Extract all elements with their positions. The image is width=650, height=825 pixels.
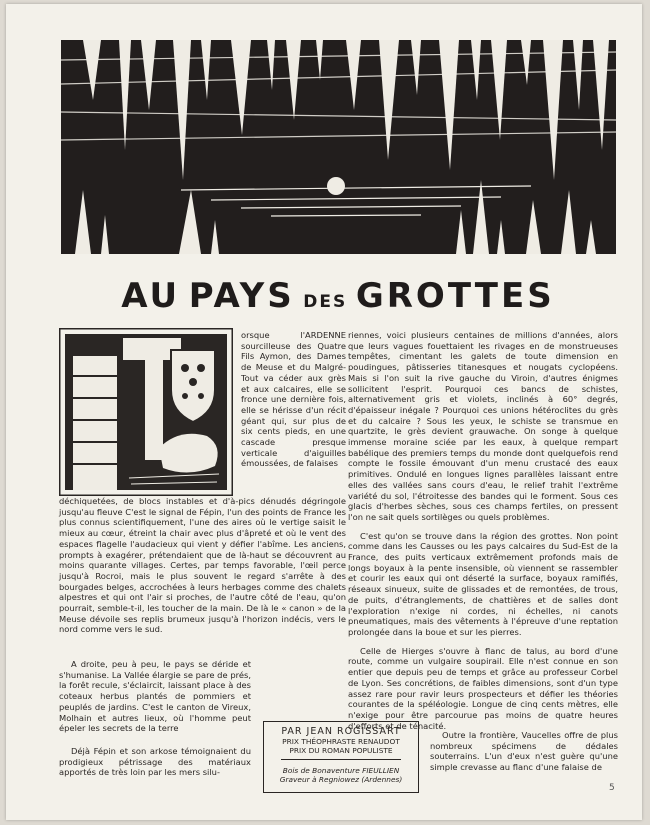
- magazine-page: [6, 4, 642, 820]
- stalactite-woodcut-banner: [61, 40, 616, 254]
- left-column-lower: [59, 659, 251, 734]
- title-word-2: PAYS: [188, 276, 295, 316]
- author-line: PAR JEAN ROGISSART: [281, 726, 401, 737]
- byline-divider: [281, 759, 401, 760]
- paragraph: Outre la frontière, Vaucelles offre de plus nombreux spécimens de dédales souterrains. L'un d'eux n'est guère qu'une simple crevasse au flanc d'une falaise de: [430, 730, 618, 773]
- paragraph: Déjà Fépin et son arkose témoignaient du prodigieux pétrissage des matériaux apportés de très loin par les mers silu-: [59, 746, 251, 778]
- left-column-top: [59, 496, 346, 635]
- byline-box: [263, 721, 419, 793]
- right-column: [348, 330, 618, 731]
- paragraph: A droite, peu à peu, le pays se déride et s'humanise. La Vallée élargie se pare de prés, la forêt recule, s'éclaircit, laissant place à des coteaux herbus plantés de pommiers et peuplés de jardins. C'est le canton de Vireux, Molhain et autres lieux, où l'homme peut épeler les secrets de la terre: [59, 659, 251, 734]
- left-column-bottom: [59, 746, 251, 778]
- illustrator-line: Bois de Bonaventure FIEULLIEN: [282, 765, 400, 775]
- lettrine-woodcut-illustration: [59, 328, 233, 496]
- title-word-1: AU: [121, 276, 181, 316]
- lettrine-paragraph: orsque l'ARDENNE sourcilleuse des Quatre Fils Aymon, des Dames de Meuse et du Malgré-Tout va céder aux grès et aux calcaires, elle se fronce une dernière fois, elle se hérisse d'un récit géant qui, sur plus de six cents pieds, en une cascade presque verticale d'aiguilles émoussées, de falaises: [241, 330, 346, 469]
- paragraph: déchiquetées, de blocs instables et d'à-pics dénudés dégringole jusqu'au fleuve C'est le signal de Fépin, l'un des points de France les plus connus scientifiquement, l'une des aires où le vertige saisit le mieux au cœur, étreint la chair avec plus d'âpreté et où le vent des espaces flagelle l'audacieux qui vient y défier l'abîme. Les anciens, prompts à exagérer, prétendaient que de là-haut se découvrent au moins quarante villages. Certes, par temps favorable, l'œil perce jusqu'à Rocroi, mais le plus souvent le regard s'arrête à des bourgades belges, accrochées à leurs herbages comme des chalets alpestres et qui ont l'air si proches, de l'autre côté de l'eau, qu'on pourrait, semble-t-il, les toucher de la main. De là le « canon » de la Meuse dévoile ses replis brumeux jusqu'à l'horizon indécis, vers le nord comme vers le sud.: [59, 496, 346, 635]
- award-line-1: PRIX THÉOPHRASTE RENAUDOT: [282, 736, 400, 746]
- page-number: 5: [609, 783, 615, 793]
- award-line-2: PRIX DU ROMAN POPULISTE: [289, 746, 393, 755]
- title-word-4: GROTTES: [355, 276, 555, 316]
- illustrator-location-line: Graveur à Regniowez (Ardennes): [279, 775, 403, 784]
- paragraph: C'est qu'on se trouve dans la région des grottes. Non point comme dans les Causses ou les pays calcaires du Sud-Est de la France, des puits verticaux extrêmement profonds mais de longs boyaux à la pente insensible, où viennent se rassembler et courir les eaux qui ont déserté la surface, boyaux ramifiés, réseaux sinueux, suite de glissades et de remontées, de trous, de puits, d'étranglements, de chattières et de salles dont l'exploration n'exige ni cordes, ni échelles, ni canots pneumatiques, mais des vêtements à l'épreuve d'une reptation prolongée dans la boue et sur les pierres.: [348, 530, 618, 637]
- article-title: [68, 276, 608, 316]
- right-column-bottom: [430, 730, 618, 773]
- title-word-3: DES: [303, 292, 348, 312]
- paragraph: riennes, voici plusieurs centaines de millions d'années, alors que leurs vagues fouettaient les rivages en de monstrueuses tempêtes, cimentant les galets de toute dimension en poudingues, pâtisseries titanesques et nougats cyclopéens. Mais si l'on suit la rive gauche du Viroin, d'autres énigmes sollicitent l'esprit. Pourquoi ces bancs de schistes, alternativement gris et violets, inclinés à 60° degrés, d'épaisseur inégale ? Pourquoi ces unions hétéroclites du grès et du calcaire ? Sous les yeux, le schiste se transmue en quartzite, le grès devient grauwache. On songe à quelque immense moraine sciée par les eaux, à quelque rempart babélique des premiers temps du monde dont quelquefois rend compte le fossile émouvant d'un menu crustacé des eaux primitives. Ondulé en longues lignes parallèles laissant entre elles des vallées sans cours d'eau, le relief trahit l'extrême variété du sol, l'étroitesse des bandes qui le forment. Sous ces glacis d'herbes sèches, sous ces champs fertiles, on pressent l'on ne sait quels sortilèges ou quels problèmes.: [348, 330, 618, 522]
- paragraph: Celle de Hierges s'ouvre à flanc de talus, au bord d'une route, comme un vulgaire soupirail. Elle n'est connue en son entier que depuis peu de temps et grâce au professeur Corbel de Lyon. Ses concrétions, de faibles dimensions, sont d'un type assez rare pour ravir leurs prospecteurs et défier les théories courantes de la spéléologie. Longue de cinq cents mètres, elle n'exige pour être parcourue pas moins de quatre heures d'efforts et de ténacité.: [348, 645, 618, 731]
